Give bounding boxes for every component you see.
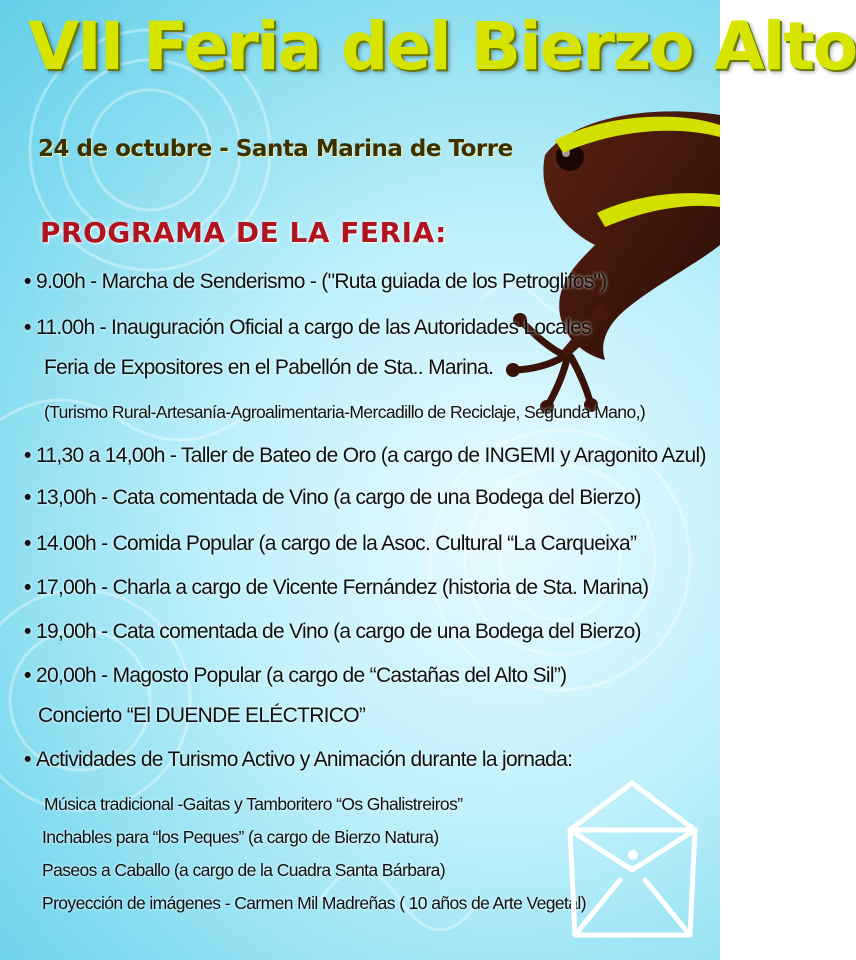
program-line <box>24 532 636 556</box>
program-line-text: Actividades de Turismo Activo y Animación durante la jornada: <box>36 748 573 771</box>
bullet-marker: • <box>24 576 31 599</box>
program-line <box>24 576 648 600</box>
program-line <box>24 620 641 644</box>
program-line-text: 20,00h - Magosto Popular (a cargo de “Castañas del Alto Sil”) <box>36 664 567 687</box>
program-line <box>24 270 607 294</box>
program-line <box>24 444 706 468</box>
program-line <box>44 794 462 815</box>
program-line <box>24 316 591 340</box>
program-line <box>44 402 645 423</box>
program-line-text: Música tradicional -Gaitas y Tamboritero “Os Ghalistreiros” <box>44 794 463 814</box>
bullet-marker: • <box>24 748 31 771</box>
bullet-marker: • <box>24 270 31 293</box>
bullet-marker: • <box>24 444 31 467</box>
bullet-marker: • <box>24 664 31 687</box>
event-date-location: 24 de octubre - Santa Marina de Torre <box>38 136 513 162</box>
program-line-text: Feria de Expositores en el Pabellón de Sta.. Marina. <box>44 356 494 379</box>
program-line <box>38 704 365 728</box>
program-line-text: Paseos a Caballo (a cargo de la Cuadra Santa Bárbara) <box>42 860 446 880</box>
program-line-text: Inchables para “los Peques” (a cargo de Bierzo Natura) <box>42 827 439 847</box>
program-heading: PROGRAMA DE LA FERIA: <box>40 216 447 249</box>
program-line-text: 9.00h - Marcha de Senderismo - ("Ruta guiada de los Petroglifos") <box>36 270 607 293</box>
program-line <box>42 893 586 914</box>
program-line <box>44 356 493 380</box>
program-line-text: 19,00h - Cata comentada de Vino (a cargo de una Bodega del Bierzo) <box>36 620 641 643</box>
program-line-text: 13,00h - Cata comentada de Vino (a cargo de una Bodega del Bierzo) <box>36 486 641 509</box>
bullet-marker: • <box>24 316 31 339</box>
program-line <box>42 827 439 848</box>
envelope-logo-icon <box>565 775 700 943</box>
program-line-text: Proyección de imágenes - Carmen Mil Madreñas ( 10 años de Arte Vegetal) <box>42 893 586 913</box>
program-line-text: 14.00h - Comida Popular (a cargo de la Asoc. Cultural “La Carqueixa” <box>36 532 637 555</box>
bullet-marker: • <box>24 486 31 509</box>
program-line <box>42 860 445 881</box>
poster-title: VII Feria del Bierzo Alto <box>28 8 856 85</box>
frog-illustration <box>505 95 720 425</box>
program-line-text: 17,00h - Charla a cargo de Vicente Fernández (historia de Sta. Marina) <box>36 576 649 599</box>
program-line <box>24 486 641 510</box>
program-line-text: Concierto “El DUENDE ELÉCTRICO” <box>38 704 366 727</box>
program-line <box>24 664 566 688</box>
program-line <box>24 748 572 772</box>
bullet-marker: • <box>24 620 31 643</box>
program-line-text: (Turismo Rural-Artesanía-Agroalimentaria-Mercadillo de Reciclaje, Segunda Mano,) <box>44 402 646 422</box>
program-line-text: 11,30 a 14,00h - Taller de Bateo de Oro (a cargo de INGEMI y Aragonito Azul) <box>36 444 706 467</box>
program-line-text: 11.00h - Inauguración Oficial a cargo de las Autoridades Locales <box>36 316 591 339</box>
bullet-marker: • <box>24 532 31 555</box>
